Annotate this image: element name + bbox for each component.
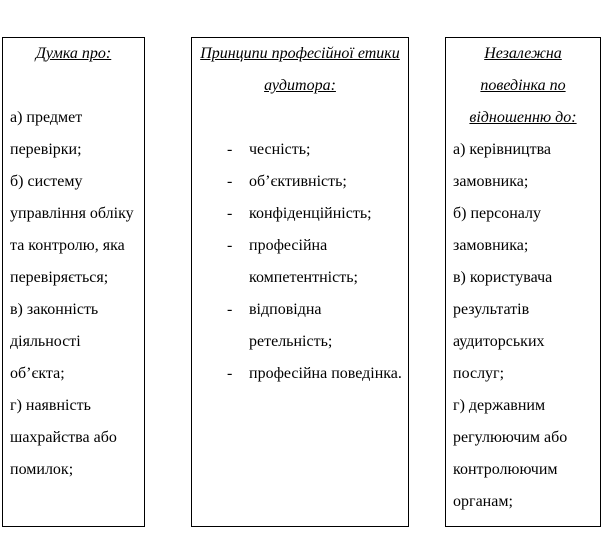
opinion-column (2, 37, 145, 527)
ethics-principle-label: професійна поведінка. (249, 365, 402, 382)
dash-bullet: - (227, 173, 233, 190)
independence-item: а) керівництва замовника; (453, 141, 552, 190)
independence-heading: Незалежна поведінка по відношенню до: (469, 45, 577, 126)
ethics-principle-label: об’єктивність; (249, 173, 347, 190)
ethics-principle-label: чесність; (249, 141, 311, 158)
dash-bullet: - (227, 365, 233, 382)
dash-bullet: - (227, 301, 233, 318)
ethics-principle-label: відповідна ретельність; (249, 301, 333, 350)
ethics-principle-item (192, 198, 408, 230)
ethics-principle-item (192, 166, 408, 198)
independence-column (445, 37, 601, 527)
ethics-principle-item (192, 358, 408, 390)
opinion-item: б) систему управління обліку та контролю, яка перевіряється; (10, 173, 134, 286)
ethics-principle-item (192, 134, 408, 166)
ethics-principles-column (191, 37, 409, 527)
ethics-principle-item (192, 230, 408, 294)
ethics-principle-item (192, 294, 408, 358)
independence-item: в) користувача результатів аудиторських послуг; (453, 269, 553, 382)
opinion-item: в) законність діяльності об’єкта; (10, 301, 99, 382)
dash-bullet: - (227, 237, 233, 254)
independence-list (446, 134, 600, 518)
independence-item: б) персоналу замовника; (453, 205, 542, 254)
independence-item: г) державним регулюючим або контролюючим органам; (453, 397, 568, 510)
ethics-principle-label: конфіденційність; (249, 205, 372, 222)
dash-bullet: - (227, 141, 233, 158)
opinion-heading: Думка про: (35, 45, 112, 62)
opinion-item: г) наявність шахрайства або помилок; (10, 397, 117, 478)
ethics-principle-label: професійна компетентність; (249, 237, 358, 286)
opinion-list (3, 102, 144, 486)
ethics-principles-heading: Принципи професійної етики аудитора: (200, 45, 400, 94)
ethics-principles-list (192, 134, 408, 390)
opinion-item: а) предмет перевірки; (10, 109, 83, 158)
dash-bullet: - (227, 205, 233, 222)
